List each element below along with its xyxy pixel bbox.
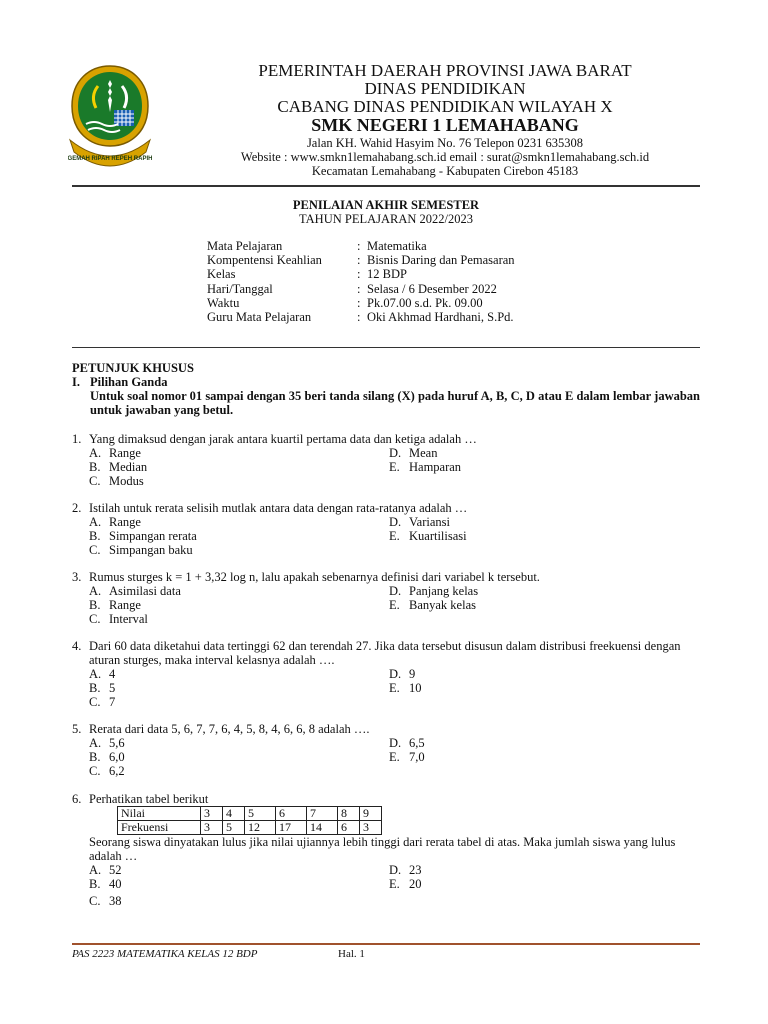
svg-text:GEMAH RIPAH REPEH RAPIH: GEMAH RIPAH REPEH RAPIH	[68, 156, 152, 162]
option-e: E. 20	[389, 877, 422, 891]
instructions-text: Untuk soal nomor 01 sampai dengan 35 beri tanda silang (X) pada huruf A, B, C, D atau E dalam lembar jawaban untuk jawaban yang betul.	[90, 389, 700, 417]
header-department: DINAS PENDIDIKAN	[364, 79, 526, 98]
section-title: Pilihan Ganda	[90, 375, 168, 389]
school-name: SMK NEGERI 1 LEMAHABANG	[311, 115, 579, 135]
question-5: 5. Rerata dari data 5, 6, 7, 7, 6, 4, 5, 8, 4, 6, 6, 8 adalah …. A. 5,6 D. 6,5 B. 6,0 E. 7,0 C. 6,2	[72, 722, 700, 778]
question-stem: Yang dimaksud dengan jarak antara kuartil pertama data dan ketiga adalah …	[89, 432, 477, 446]
footer-title: PAS 2223 MATEMATIKA KELAS 12 BDP	[72, 948, 258, 960]
school-website: Website : www.smkn1lemahabang.sch.id email : surat@smkn1lemahabang.sch.id	[240, 150, 650, 164]
option-e: E. 7,0	[389, 750, 425, 764]
question-stem: Dari 60 data diketahui data tertinggi 62 dan terendah 27. Jika data tersebut disusun dalam distribusi freekuensi dengan aturan sturges, maka interval kelasnya adalah ….	[89, 639, 681, 667]
section-divider	[72, 347, 700, 348]
question-4: 4. Dari 60 data diketahui data tertinggi 62 dan terendah 27. Jika data tersebut disusun dalam distribusi freekuensi dengan aturan sturges, maka interval kelasnya adalah …. A. 4 D. 9 B. 5 E. 10 C. 7	[72, 639, 700, 709]
instructions	[72, 361, 700, 417]
option-c: C. Simpangan baku	[89, 543, 193, 557]
option-b: B. Median	[89, 460, 148, 474]
meta-row: Kompentensi Keahlian : Bisnis Daring dan Pemasaran	[207, 253, 515, 268]
jawa-barat-emblem-icon	[68, 62, 152, 174]
question-6: 6. Perhatikan tabel berikut Nilai 3 4 5 6 7 8 9 Frekuensi 3 5 12 17 14 6 3 Seorang siswa dinyatakan lulus jika nilai ujiannya lebih tinggi dari rerata tabel di atas. Maka jumlah siswa yang lulus adalah … A. 52 D. 23 B. 40 E. 20 C. 38	[72, 792, 700, 908]
meta-row: Hari/Tanggal : Selasa / 6 Desember 2022	[207, 281, 497, 296]
school-district: Kecamatan Lemahabang - Kabupaten Cirebon 45183	[311, 164, 579, 178]
option-e: E. Banyak kelas	[389, 598, 476, 612]
option-a: A. 4	[89, 667, 116, 681]
option-c: C. Modus	[89, 474, 144, 488]
option-c: C. 6,2	[89, 764, 125, 778]
question-stem: Rumus sturges k = 1 + 3,32 log n, lalu apakah sebenarnya definisi dari variabel k tersebut.	[89, 570, 540, 584]
option-c: C. Interval	[89, 612, 148, 626]
option-a: A. 5,6	[89, 736, 125, 750]
exam-title: PENILAIAN AKHIR SEMESTER	[292, 198, 480, 212]
header-government: PEMERINTAH DAERAH PROVINSI JAWA BARAT	[258, 61, 632, 80]
exam-meta	[207, 239, 515, 324]
question-2: 2. Istilah untuk rerata selisih mutlak antara data dengan rata-ratanya adalah … A. Range D. Variansi B. Simpangan rerata E. Kuartilisasi C. Simpangan baku	[72, 501, 700, 557]
option-d: D. Variansi	[389, 515, 450, 529]
option-b: B. 5	[89, 681, 116, 695]
option-d: D. Mean	[389, 446, 438, 460]
option-a: A. 52	[89, 863, 122, 877]
frequency-table	[117, 806, 382, 835]
header-divider	[72, 185, 700, 187]
question-stem: Rerata dari data 5, 6, 7, 7, 6, 4, 5, 8, 4, 6, 6, 8 adalah ….	[89, 722, 370, 736]
instructions-heading: PETUNJUK KHUSUS	[72, 361, 194, 375]
meta-row: Waktu : Pk.07.00 s.d. Pk. 09.00	[207, 295, 483, 310]
school-address: Jalan KH. Wahid Hasyim No. 76 Telepon 0231 635308	[306, 136, 584, 150]
option-c: C. 38	[89, 894, 122, 908]
question-stem: Istilah untuk rerata selisih mutlak antara data dengan rata-ratanya adalah …	[89, 501, 468, 515]
option-e: E. Kuartilisasi	[389, 529, 467, 543]
question-stem-continued: Seorang siswa dinyatakan lulus jika nilai ujiannya lebih tinggi dari rerata tabel di atas. Maka jumlah siswa yang lulus adalah …	[89, 835, 676, 863]
meta-row: Mata Pelajaran : Matematika	[207, 239, 427, 253]
option-b: B. Simpangan rerata	[89, 529, 197, 543]
exam-year: TAHUN PELAJARAN 2022/2023	[299, 212, 473, 226]
option-d: D. 23	[389, 863, 422, 877]
option-b: B. 6,0	[89, 750, 125, 764]
option-d: D. Panjang kelas	[389, 584, 479, 598]
option-a: A. Range	[89, 515, 141, 529]
footer-divider	[72, 943, 700, 945]
option-c: C. 7	[89, 695, 116, 709]
question-1: 1. Yang dimaksud dengan jarak antara kuartil pertama data dan ketiga adalah … A. Range D. Mean B. Median E. Hamparan C. Modus	[72, 432, 700, 488]
page-number: Hal. 1	[338, 948, 365, 960]
option-d: D. 6,5	[389, 736, 425, 750]
option-a: A. Asimilasi data	[89, 584, 181, 598]
header-branch: CABANG DINAS PENDIDIKAN WILAYAH X	[277, 97, 613, 116]
meta-row: Kelas : 12 BDP	[207, 267, 407, 282]
question-3: 3. Rumus sturges k = 1 + 3,32 log n, lalu apakah sebenarnya definisi dari variabel k tersebut. A. Asimilasi data D. Panjang kelas B. Range E. Banyak kelas C. Interval	[72, 570, 700, 626]
option-d: D. 9	[389, 667, 416, 681]
option-a: A. Range	[89, 446, 141, 460]
option-e: E. 10	[389, 681, 422, 695]
table-row: Nilai 3 4 5 6 7 8 9	[118, 807, 382, 821]
option-e: E. Hamparan	[389, 460, 462, 474]
section-number: I.	[72, 375, 80, 389]
option-b: B. 40	[89, 877, 122, 891]
question-stem: Perhatikan tabel berikut	[89, 792, 209, 806]
option-b: B. Range	[89, 598, 141, 612]
meta-row: Guru Mata Pelajaran : Oki Akhmad Hardhani, S.Pd.	[207, 310, 514, 325]
table-row: Frekuensi 3 5 12 17 14 6 3	[118, 821, 382, 835]
